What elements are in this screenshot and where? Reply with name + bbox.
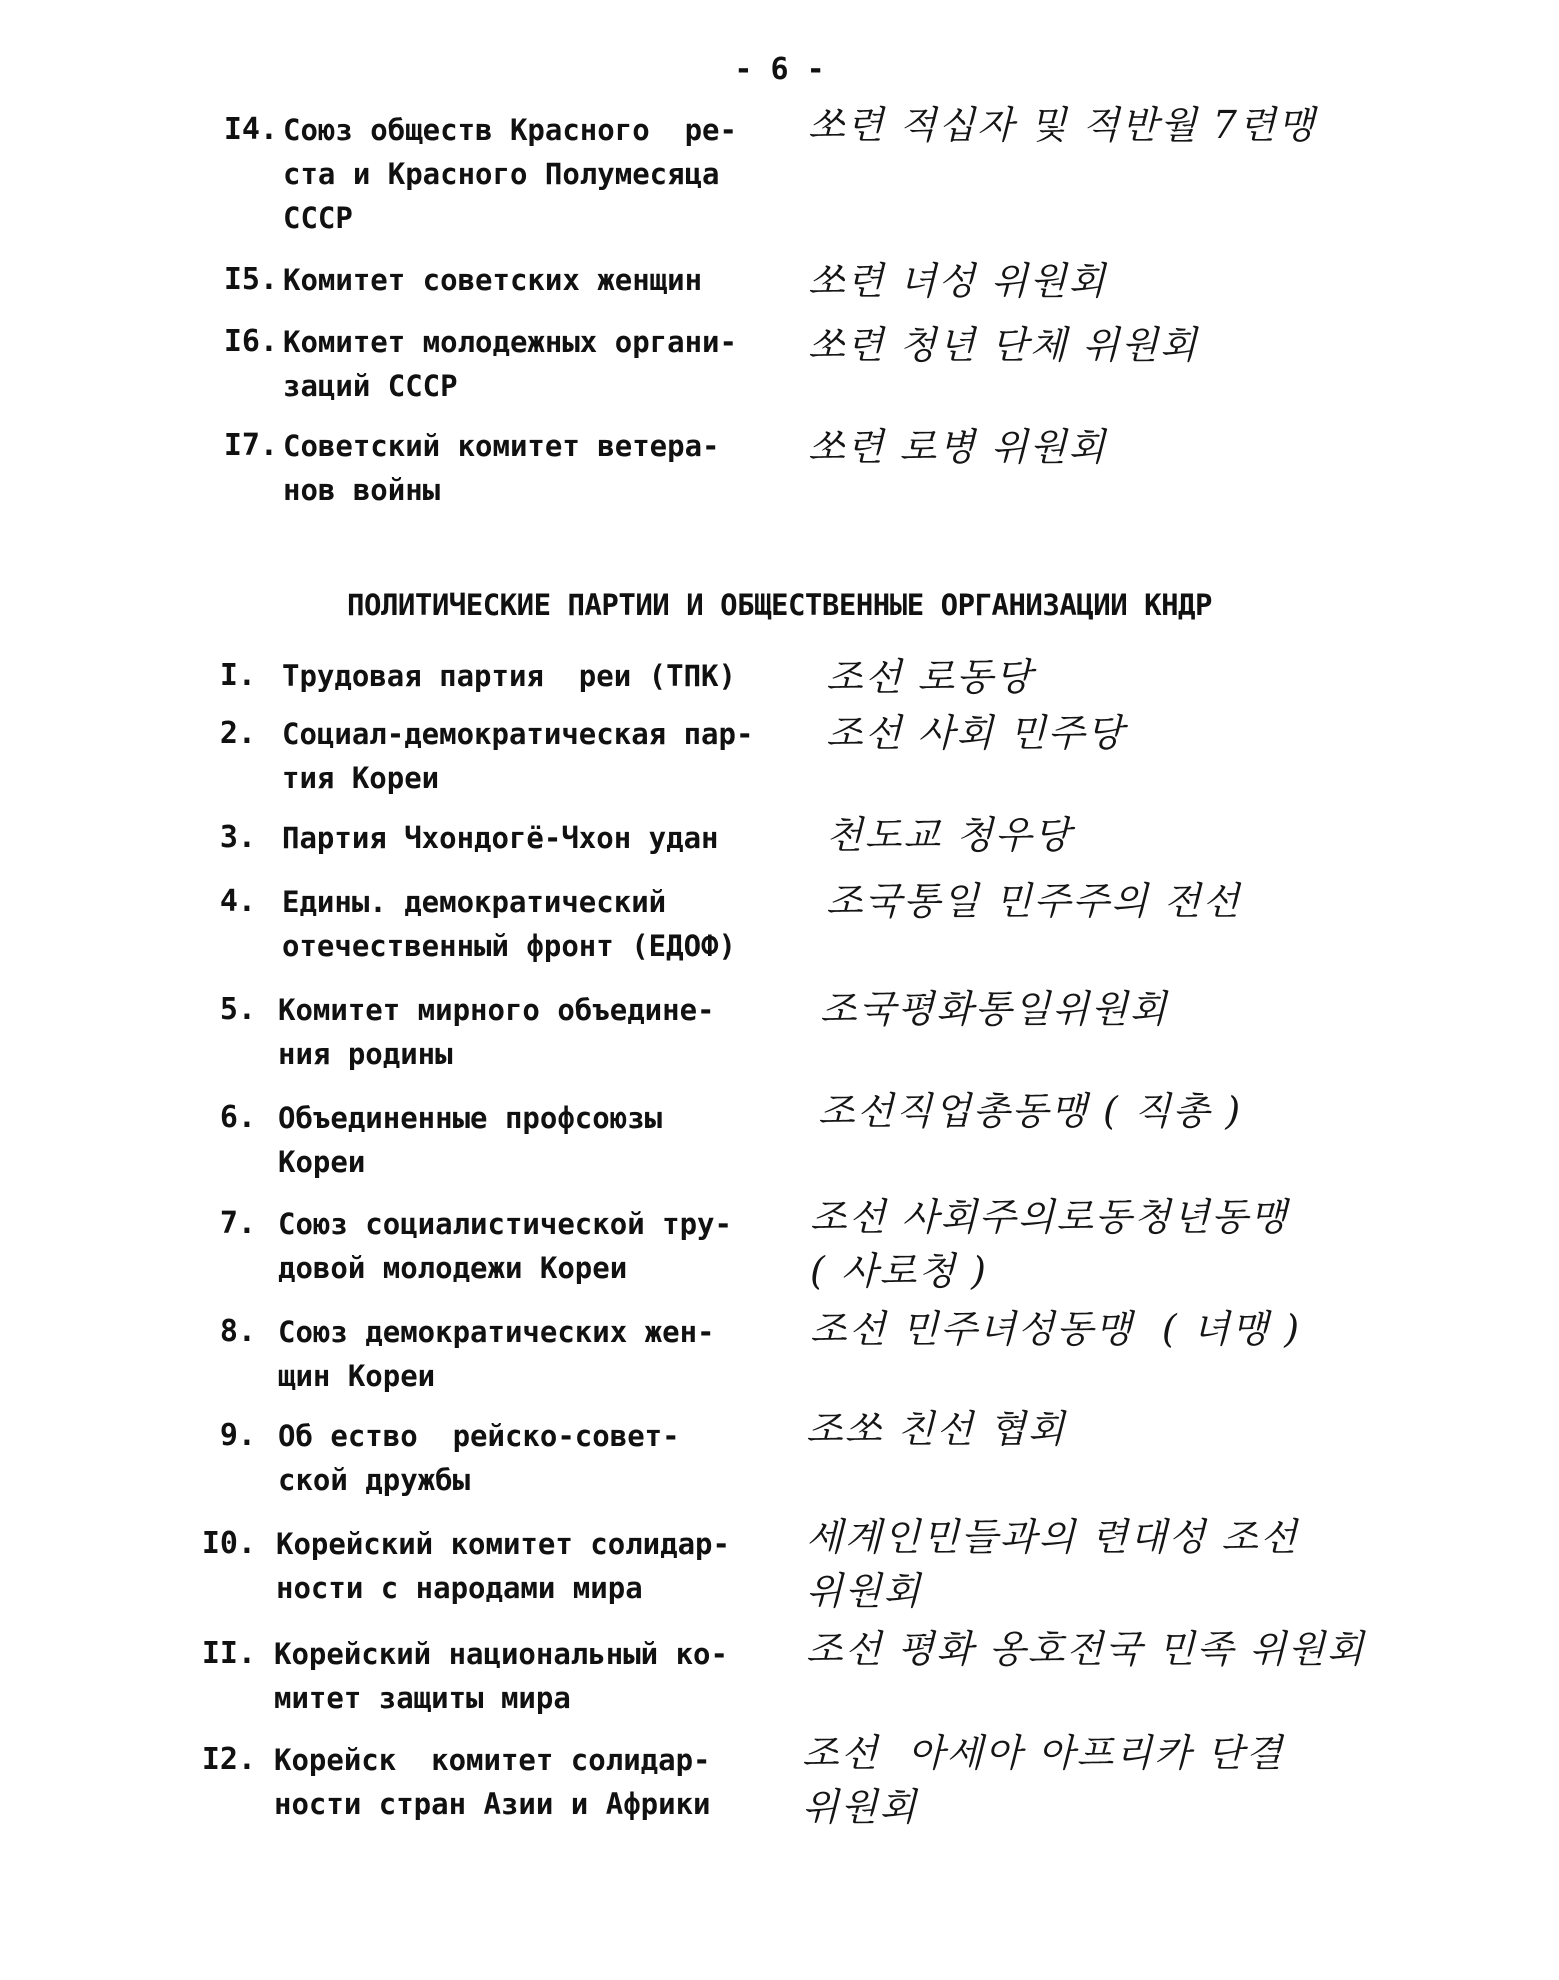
item-number: 6. (219, 1100, 256, 1135)
korean-translation: ( 사로청 ) (810, 1249, 988, 1293)
item-number: 8. (219, 1314, 256, 1349)
korean-translation: 쏘련 녀성 위원회 (808, 259, 1108, 303)
korean-translation: 조쏘 친선 협회 (806, 1407, 1067, 1451)
russian-line: Союз социалистической тру- (278, 1207, 732, 1241)
korean-translation: 조선 사회 민주당 (826, 711, 1126, 755)
russian-line: Объединенные профсоюзы (278, 1101, 663, 1135)
item-number: 3. (219, 820, 256, 855)
russian-line: отечественный фронт (ЕДОФ) (282, 929, 736, 963)
russian-line: ста и Красного Полумесяца (283, 157, 720, 191)
russian-line: Комитет советских женщин (283, 263, 703, 297)
korean-translation: 쏘련 적십자 및 적반월 7련맹 (808, 103, 1317, 147)
russian-line: Социал-демократическая пар- (282, 717, 754, 751)
korean-translation: 위원회 (802, 1785, 919, 1829)
item-number: I6. (223, 324, 278, 359)
korean-translation: 조선 평화 옹호전국 민족 위원회 (806, 1627, 1366, 1671)
russian-line: Об ество рейско-совет- (278, 1419, 680, 1453)
russian-line: ния родины (278, 1037, 453, 1071)
page-number: - 6 - (734, 52, 825, 87)
russian-line: СССР (283, 201, 353, 235)
item-number: I0. (201, 1526, 256, 1561)
korean-translation: 쏘련 청년 단체 위원회 (808, 323, 1199, 367)
section-heading: ПОЛИТИЧЕСКИЕ ПАРТИИ И ОБЩЕСТВЕННЫЕ ОРГАНИЗАЦИИ КНДР (347, 588, 1212, 622)
russian-line: митет защиты мира (274, 1681, 571, 1715)
item-number: I7. (223, 428, 278, 463)
item-number: II. (201, 1636, 256, 1671)
korean-translation: 위원회 (806, 1569, 923, 1613)
russian-line: Корейский национальный ко- (274, 1637, 728, 1671)
item-number: I2. (201, 1742, 256, 1777)
korean-translation: 쏘련 로병 위원회 (808, 425, 1108, 469)
russian-line: тия Кореи (282, 761, 440, 795)
korean-translation: 조선직업총동맹 ( 직총 ) (818, 1089, 1243, 1133)
russian-line: щин Кореи (278, 1359, 436, 1393)
korean-translation: 조선 아세아 아프리카 단결 (802, 1731, 1285, 1775)
item-number: 2. (219, 716, 256, 751)
russian-line: Союз демократических жен- (278, 1315, 715, 1349)
korean-translation: 조국평화통일위원회 (820, 987, 1169, 1031)
item-number: 9. (219, 1418, 256, 1453)
russian-line: ности стран Азии и Африки (274, 1787, 711, 1821)
russian-line: Партия Чхондогё-Чхон удан (282, 821, 719, 855)
korean-translation: 조선 사회주의로동청년동맹 (810, 1195, 1289, 1239)
russian-line: довой молодежи Кореи (278, 1251, 628, 1285)
russian-line: Советский комитет ветера- (283, 429, 720, 463)
korean-translation: 세계인민들과의 련대성 조선 (806, 1515, 1299, 1559)
russian-line: Корейск комитет солидар- (274, 1743, 711, 1777)
russian-line: Кореи (278, 1145, 366, 1179)
russian-line: Комитет мирного объедине- (278, 993, 715, 1027)
russian-line: Едины. демократический (282, 885, 667, 919)
item-number: I. (219, 658, 256, 693)
russian-line: Союз обществ Красного ре- (283, 113, 737, 147)
russian-line: ской дружбы (278, 1463, 471, 1497)
russian-line: заций СССР (283, 369, 458, 403)
item-number: I5. (223, 262, 278, 297)
korean-translation: 조선 로동당 (826, 655, 1034, 699)
russian-line: ности с народами мира (276, 1571, 643, 1605)
korean-translation: 조국통일 민주주의 전선 (826, 879, 1242, 923)
russian-line: нов войны (283, 473, 441, 507)
item-number: 4. (219, 884, 256, 919)
item-number: I4. (223, 112, 278, 147)
russian-line: Корейский комитет солидар- (276, 1527, 730, 1561)
korean-translation: 천도교 청우당 (826, 813, 1073, 857)
russian-line: Трудовая партия реи (ТПК) (282, 659, 736, 693)
korean-translation: 조선 민주녀성동맹 ( 녀맹 ) (810, 1307, 1302, 1351)
russian-line: Комитет молодежных органи- (283, 325, 737, 359)
item-number: 5. (219, 992, 256, 1027)
item-number: 7. (219, 1206, 256, 1241)
